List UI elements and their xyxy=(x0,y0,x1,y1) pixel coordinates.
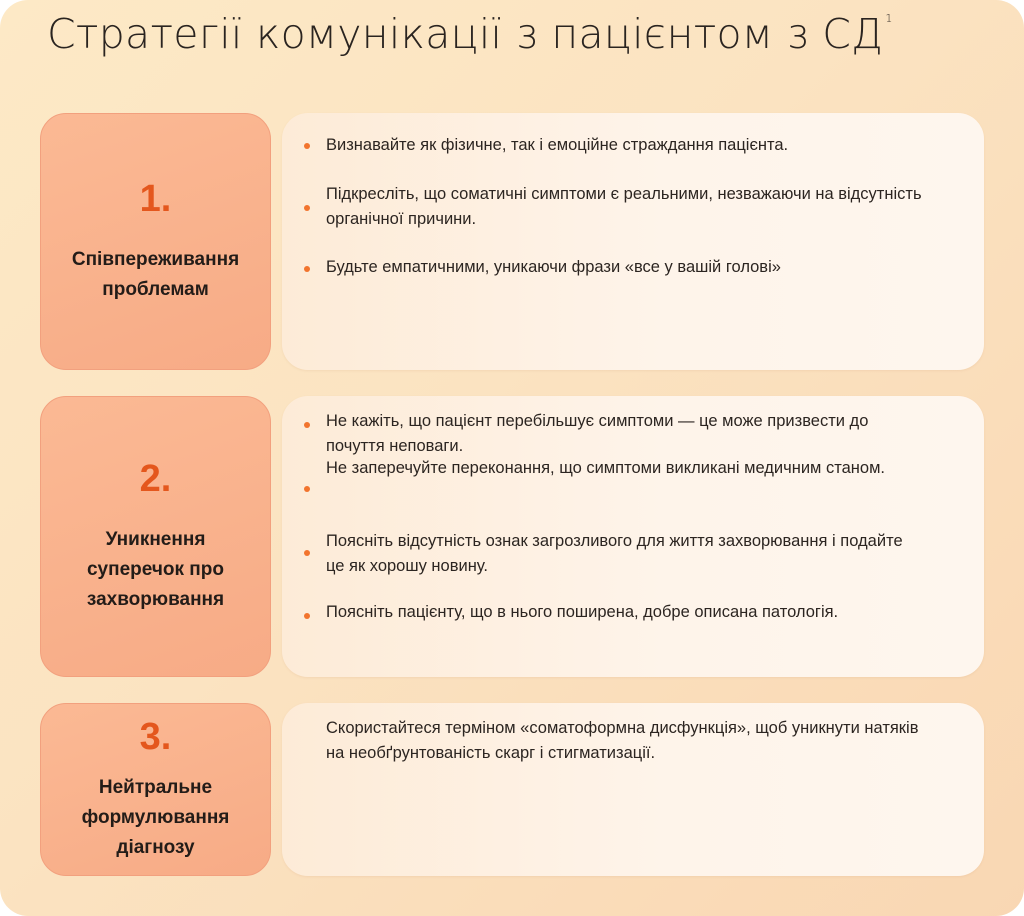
section-2-label-line: Уникнення xyxy=(105,529,206,550)
section-2-item xyxy=(326,456,924,481)
bullet-icon xyxy=(304,205,310,211)
section-1-item xyxy=(326,182,924,232)
bullet-icon xyxy=(304,422,310,428)
section-2-item xyxy=(326,600,924,625)
section-1-item xyxy=(326,133,924,158)
section-3-label-line: Нейтральне xyxy=(98,777,213,798)
page-title xyxy=(47,10,893,58)
title-footnote-mark: 1 xyxy=(885,12,893,25)
section-2-item xyxy=(326,409,924,459)
bullet-icon xyxy=(304,613,310,619)
section-3-header xyxy=(40,703,271,876)
section-2-label xyxy=(87,525,224,615)
item-text: Не кажіть, що пацієнт перебільшує симптоми — це може призвести до почуття неповаги. xyxy=(326,412,869,455)
section-1-label xyxy=(72,245,239,305)
bullet-icon xyxy=(304,266,310,272)
section-3-label xyxy=(82,773,230,863)
item-text: Поясніть відсутність ознак загрозливого для життя захворювання і подайте це як хорошу новину. xyxy=(326,532,903,575)
item-text: Будьте емпатичними, уникаючи фрази «все у вашій голові» xyxy=(326,258,781,276)
bullet-icon xyxy=(304,550,310,556)
section-2-header xyxy=(40,396,271,677)
section-2-content xyxy=(282,396,984,677)
section-1-label-line: проблемам xyxy=(102,279,209,300)
item-text: Визнавайте як фізичне, так і емоційне страждання пацієнта. xyxy=(326,136,789,154)
section-3-label-line: діагнозу xyxy=(116,837,195,858)
bullet-icon xyxy=(304,486,310,492)
section-1-label-line: Співпереживання xyxy=(71,249,240,270)
section-3-label-line: формулювання xyxy=(81,807,230,828)
section-2-label-line: захворювання xyxy=(86,589,225,610)
item-text: Поясніть пацієнту, що в нього поширена, добре описана патологія. xyxy=(326,603,839,621)
section-1-item xyxy=(326,255,924,280)
section-1-content xyxy=(282,113,984,370)
section-3-number: 3. xyxy=(139,716,172,758)
section-3-item xyxy=(326,716,924,766)
section-2-item xyxy=(326,529,924,579)
section-2-number: 2. xyxy=(139,458,172,500)
section-2-label-line: суперечок про xyxy=(86,559,224,580)
title-text: Стратегії комунікації з пацієнтом з СД xyxy=(47,10,884,58)
item-text: Підкресліть, що соматичні симптоми є реальними, незважаючи на відсутність органічної причини. xyxy=(326,185,922,228)
bullet-icon xyxy=(304,143,310,149)
item-text: Скористайтеся терміном «соматоформна дисфункція», щоб уникнути натяків на необґрунтованість скарг і стигматизації. xyxy=(326,719,919,762)
section-3-content xyxy=(282,703,984,876)
section-1-number: 1. xyxy=(139,178,172,220)
item-text: Не заперечуйте переконання, що симптоми викликані медичним станом. xyxy=(326,459,886,477)
section-1-header xyxy=(40,113,271,370)
